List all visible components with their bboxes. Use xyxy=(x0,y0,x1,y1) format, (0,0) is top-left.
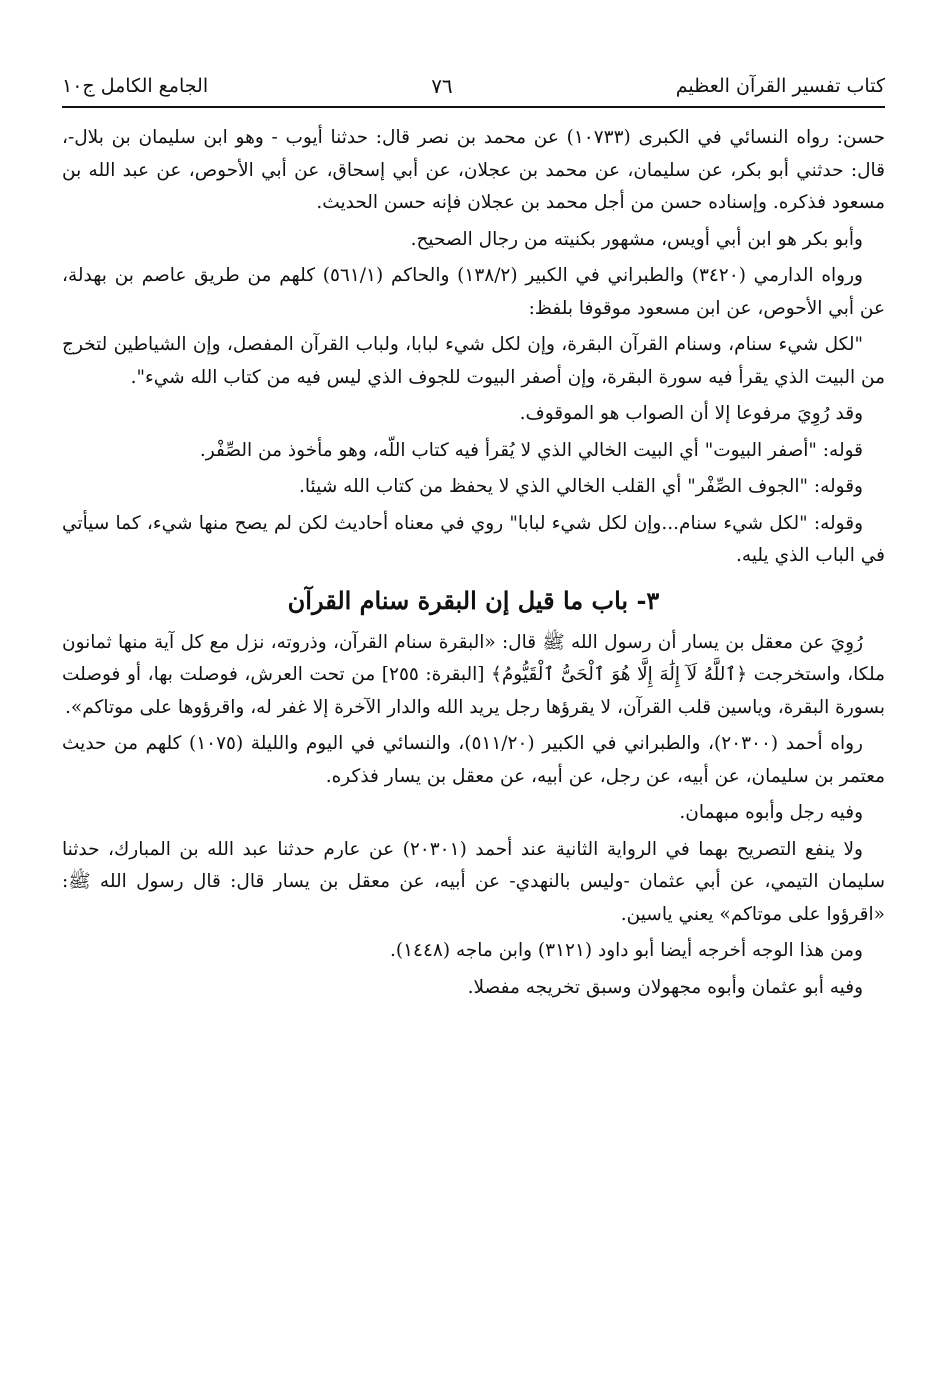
paragraph: وقوله: "لكل شيء سنام...وإن لكل شيء لبابا" روي في معناه أحاديث لكن لم يصح منها شيء، كما سيأتي في الباب الذي يليه. xyxy=(62,512,885,566)
hadith-paragraph: رُوِيَ عن معقل بن يسار أن رسول الله ﷺ قال: «البقرة سنام القرآن، وذروته، نزل مع كل آية منها ثمانون ملكا، واستخرجت ﴿ٱللَّهُ لَآ إِلَٰهَ إِلَّا هُوَ ٱلْحَىُّ ٱلْقَيُّومُ﴾ [البقرة: ٢٥٥] من تحت العرش، فوصلت بها، أو فوصلت بسورة البقرة، وياسين قلب القرآن، لا يقرؤها رجل يريد الله والدار الآخرة إلا غفر له، واقرؤوها على موتاكم». xyxy=(62,631,885,718)
page-number: ٧٦ xyxy=(431,74,453,98)
paragraph: وقوله: "الجوف الصِّفْر" أي القلب الخالي الذي لا يحفظ من كتاب الله شيئا. xyxy=(299,476,863,497)
paragraph: ومن هذا الوجه أخرجه أيضا أبو داود (٣١٢١) وابن ماجه (١٤٤٨). xyxy=(389,940,863,961)
section-heading: ٣- باب ما قيل إن البقرة سنام القرآن xyxy=(287,585,660,615)
paragraph: وقد رُوِيَ مرفوعا إلا أن الصواب هو الموقوف. xyxy=(519,403,863,424)
paragraph: حسن: رواه النسائي في الكبرى (١٠٧٣٣) عن محمد بن نصر قال: حدثنا أيوب - وهو ابن سليمان بن بلال-، قال: حدثني أبو بكر، عن سليمان، عن محمد بن عجلان، عن أبي إسحاق، عن أبي الأحوص، عن عبد الله بن مسعود فذكره. وإسناده حسن من أجل محمد بن عجلان فإنه حسن الحديث. xyxy=(62,127,886,213)
paragraph: رواه أحمد (٢٠٣٠٠)، والطبراني في الكبير (٥١١/٢٠)، والنسائي في اليوم والليلة (١٠٧٥) كلهم من حديث معتمر بن سليمان، عن أبيه، عن رجل، عن أبيه، عن معقل بن يسار فذكره. xyxy=(62,733,885,787)
page-header xyxy=(62,66,885,108)
book-title: كتاب تفسير القرآن العظيم xyxy=(675,75,885,97)
paragraph: ورواه الدارمي (٣٤٢٠) والطبراني في الكبير (١٣٨/٢) والحاكم (٥٦١/١) كلهم من طريق عاصم بن بهدلة، عن أبي الأحوص، عن ابن مسعود موقوفا بلفظ: xyxy=(62,265,885,319)
quote-paragraph: "لكل شيء سنام، وسنام القرآن البقرة، وإن لكل شيء لبابا، ولباب القرآن المفصل، وإن الشياطين لتخرج من البيت الذي يقرأ فيه سورة البقرة، وإن أصفر البيوت للجوف الذي ليس فيه من كتاب الله شيء". xyxy=(62,334,885,388)
paragraph: ولا ينفع التصريح بهما في الرواية الثانية عند أحمد (٢٠٣٠١) عن عارم حدثنا عبد الله بن المبارك، حدثنا سليمان التيمي، عن أبي عثمان -وليس بالنهدي- عن أبيه، عن معقل بن يسار قال: قال رسول الله ﷺ: «اقرؤوا على موتاكم» يعني ياسين. xyxy=(62,838,885,925)
volume-title: الجامع الكامل ج١٠ xyxy=(62,75,209,97)
paragraph: وفيه أبو عثمان وأبوه مجهولان وسبق تخريجه مفصلا. xyxy=(467,976,863,998)
paragraph: وأبو بكر هو ابن أبي أويس، مشهور بكنيته من رجال الصحيح. xyxy=(410,228,863,250)
paragraph: وفيه رجل وأبوه مبهمان. xyxy=(679,802,863,823)
page-body xyxy=(62,122,885,1008)
paragraph: قوله: "أصفر البيوت" أي البيت الخالي الذي لا يُقرأ فيه كتاب اللّه، وهو مأخوذ من الصِّفْر. xyxy=(199,439,863,461)
